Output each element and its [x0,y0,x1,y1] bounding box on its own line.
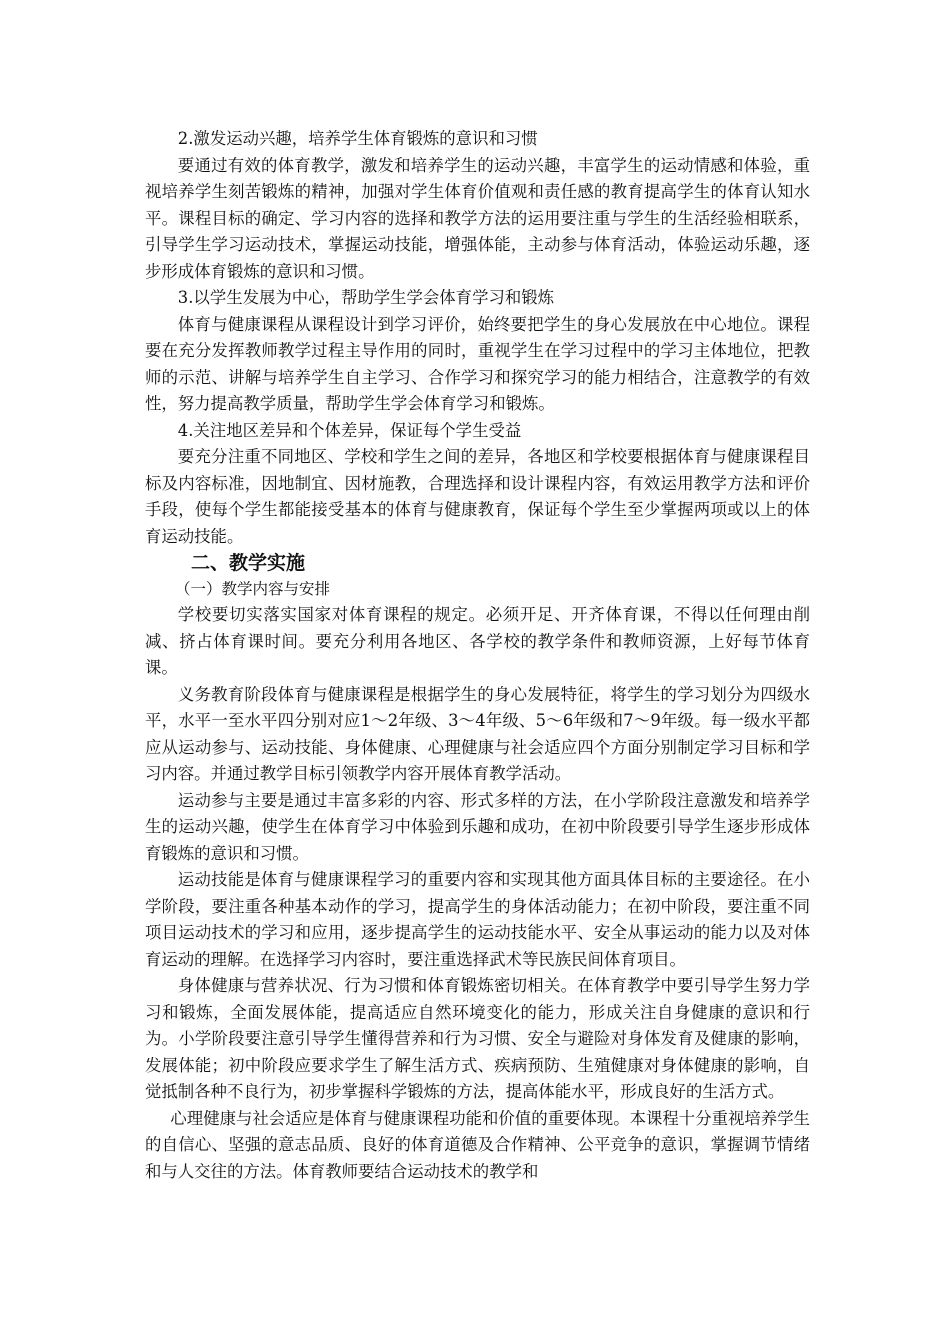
paragraph-regional-differences: 要充分注重不同地区、学校和学生之间的差异，各地区和学校要根据体育与健康课程目标及内容标准，因地制宜、因材施教，合理选择和设计课程内容，有效运用教学方法和评价手段，使每个学生都能接受基本的体育与健康教育，保证每个学生至少掌握两项或以上的体育运动技能。 [145,447,810,546]
paragraph-physical-health: 身体健康与营养状况、行为习惯和体育锻炼密切相关。在体育教学中要引导学生努力学习和锻炼，全面发展体能，提高适应自然环境变化的能力，形成关注自身健康的意识和行为。小学阶段要注意引导学生懂得营养和行为习惯、安全与避险对身体发育及健康的影响，发展体能；初中阶段应要求学生了解生活方式、疾病预防、生殖健康对身体健康的影响，自觉抵制各种不良行为，初步掌握科学锻炼的方法，提高体能水平，形成良好的生活方式。 [145,976,810,1101]
document-page [145,126,810,1185]
paragraph-four-levels: 义务教育阶段体育与健康课程是根据学生的身心发展特征，将学生的学习划分为四级水平，水平一至水平四分别对应1～2年级、3～4年级、5～6年级和7～9年级。每一级水平都应从运动参与、运动技能、身体健康、心理健康与社会适应四个方面分别制定学习目标和学习内容。并通过教学目标引领教学内容开展体育教学活动。 [145,684,810,783]
paragraph-sports-participation: 运动参与主要是通过丰富多彩的内容、形式多样的方法，在小学阶段注意激发和培养学生的运动兴趣，使学生在体育学习中体验到乐趣和成功，在初中阶段要引导学生逐步形成体育锻炼的意识和习惯。 [145,790,810,863]
paragraph-student-centered: 体育与健康课程从课程设计到学习评价，始终要把学生的身心发展放在中心地位。课程要在充分发挥教师教学过程主导作用的同时，重视学生在学习过程中的学习主体地位，把教师的示范、讲解与培养学生自主学习、合作学习和探究学习的能力相结合，注意教学的有效性，努力提高教学质量，帮助学生学会体育学习和锻炼。 [145,314,810,413]
principle-heading-4: 4.关注地区差异和个体差异，保证每个学生受益 [177,420,522,440]
section-heading-teaching-implementation: 二、教学实施 [191,552,306,574]
paragraph-motivation: 要通过有效的体育教学，激发和培养学生的运动兴趣，丰富学生的运动情感和体验，重视培养学生刻苦锻炼的精神，加强对学生体育价值观和责任感的教育提高学生的体育认知水平。课程目标的确定、学习内容的选择和教学方法的运用要注重与学生的生活经验相联系，引导学生学习运动技术，掌握运动技能，增强体能，主动参与体育活动，体验运动乐趣，逐步形成体育锻炼的意识和习惯。 [145,155,810,281]
paragraph-mental-health: 心理健康与社会适应是体育与健康课程功能和价值的重要体现。本课程十分重视培养学生的自信心、坚强的意志品质、良好的体育道德及合作精神、公平竞争的意识，掌握调节情绪和与人交往的方法。体育教师要结合运动技术的教学和 [145,1108,810,1181]
subsection-heading-content-arrangement: （一）教学内容与安排 [175,580,331,598]
paragraph-sports-skills: 运动技能是体育与健康课程学习的重要内容和实现其他方面具体目标的主要途径。在小学阶段，要注重各种基本动作的学习，提高学生的身体活动能力；在初中阶段，要注重不同项目运动技术的学习和应用，逐步提高学生的运动技能水平、安全从事运动的能力以及对体育运动的理解。在选择学习内容时，要注重选择武术等民族民间体育项目。 [145,870,810,969]
paragraph-course-hours: 学校要切实落实国家对体育课程的规定。必须开足、开齐体育课，不得以任何理由削减、挤占体育课时间。要充分利用各地区、各学校的教学条件和教师资源，上好每节体育课。 [145,605,810,677]
principle-heading-2: 2.激发运动兴趣，培养学生体育锻炼的意识和习惯 [177,129,538,148]
principle-heading-3: 3.以学生发展为中心，帮助学生学会体育学习和锻炼 [177,288,555,307]
